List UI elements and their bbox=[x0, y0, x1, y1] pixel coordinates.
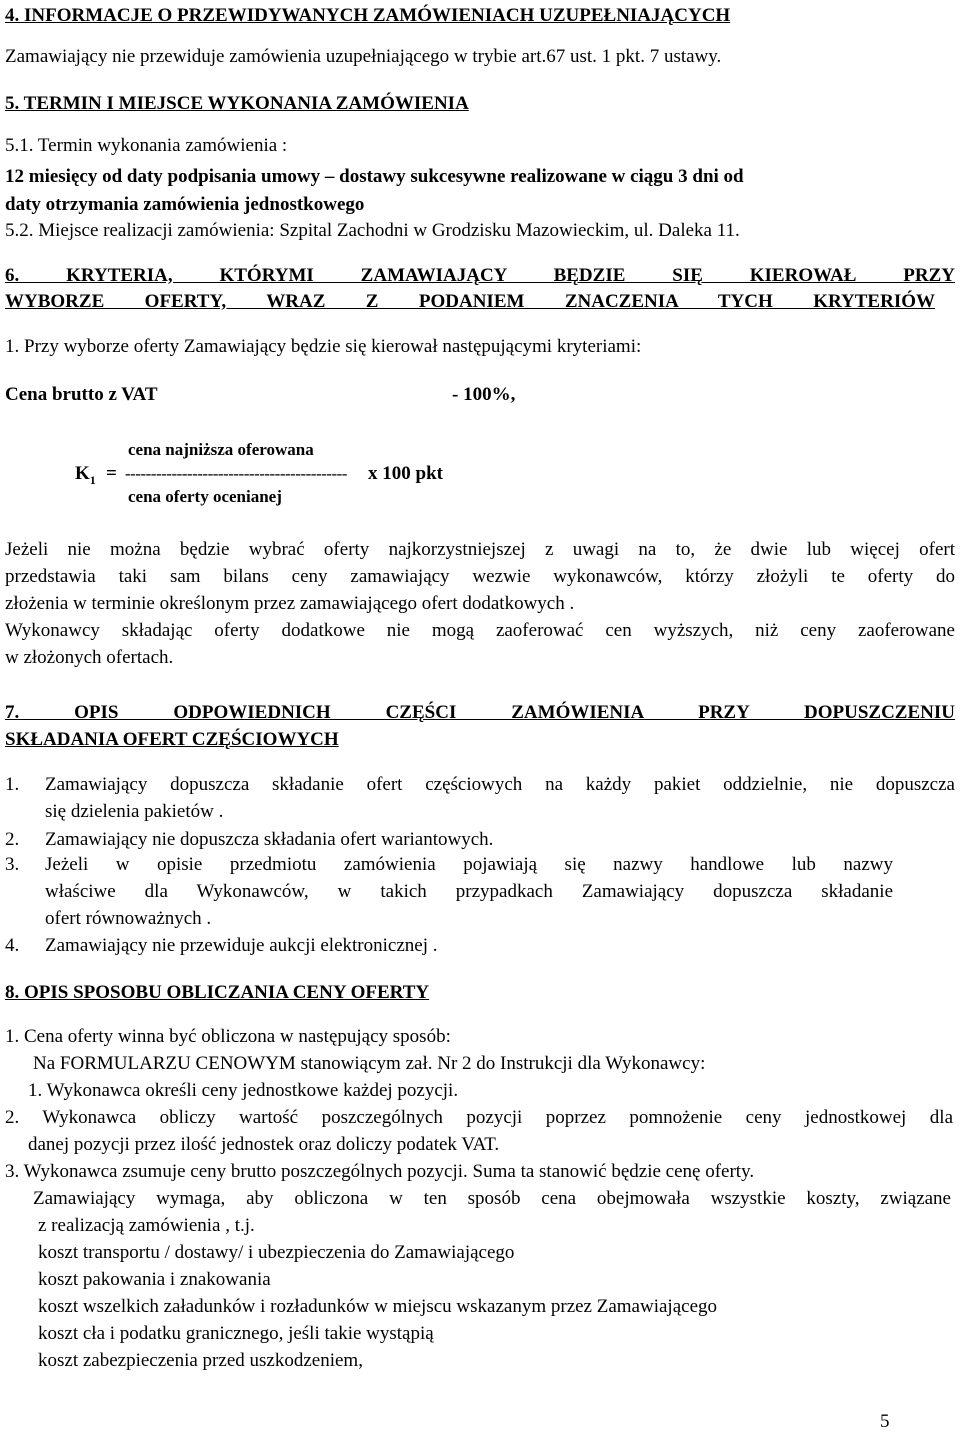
tiebreak-line1: Jeżeli nie można będzie wybrać oferty najkorzystniejszej z uwagi na to, że dwie lub więcej ofert bbox=[5, 539, 955, 560]
s8-line7: Zamawiający wymaga, aby obliczona w ten sposób cena obejmowała wszystkie koszty, związane bbox=[33, 1188, 951, 1209]
tiebreak-line5: w złożonych ofertach. bbox=[5, 647, 174, 668]
s7-item3-line3: ofert równoważnych . bbox=[45, 908, 212, 929]
s8-line8: z realizacją zamówienia , t.j. bbox=[38, 1215, 255, 1236]
section-6-heading-line1: 6. KRYTERIA, KTÓRYMI ZAMAWIAJĄCY BĘDZIE SIĘ KIEROWAŁ PRZY bbox=[5, 265, 955, 286]
s7-item3-number: 3. bbox=[5, 854, 20, 875]
page-number: 5 bbox=[880, 1411, 890, 1432]
criterion-weight: - 100%, bbox=[452, 384, 516, 405]
section-6-heading-line2: WYBORZE OFERTY, WRAZ Z PODANIEM ZNACZENIA TYCH KRYTERIÓW bbox=[5, 291, 935, 312]
section-8-heading: 8. OPIS SPOSOBU OBLICZANIA CENY OFERTY bbox=[5, 982, 430, 1003]
tiebreak-line2: przedstawia taki sam bilans ceny zamawiający wezwie wykonawców, którzy złożyli te oferty do bbox=[5, 566, 955, 587]
section-5-1-label: 5.1. Termin wykonania zamówienia : bbox=[5, 135, 288, 156]
section-7-heading-line2: SKŁADANIA OFERT CZĘŚCIOWYCH bbox=[5, 729, 339, 750]
s7-item4-number: 4. bbox=[5, 935, 20, 956]
criterion-label: Cena brutto z VAT bbox=[5, 384, 158, 405]
s7-item2-text: Zamawiający nie dopuszcza składania ofert wariantowych. bbox=[45, 829, 494, 850]
formula-numerator: cena najniższa oferowana bbox=[128, 440, 314, 459]
s8-line4: 2. Wykonawca obliczy wartość poszczególnych pozycji poprzez pomnożenie ceny jednostkowej dla bbox=[5, 1107, 953, 1128]
section-4-heading: 4. INFORMACJE O PRZEWIDYWANYCH ZAMÓWIENIACH UZUPEŁNIAJĄCYCH bbox=[5, 5, 731, 26]
s8-line6: 3. Wykonawca zsumuje ceny brutto poszczególnych pozycji. Suma ta stanowić będzie cenę oferty. bbox=[5, 1161, 755, 1182]
cost-item-5: koszt zabezpieczenia przed uszkodzeniem, bbox=[38, 1350, 363, 1371]
section-5-1-text-line2: daty otrzymania zamówienia jednostkowego bbox=[5, 194, 365, 215]
s8-line2: Na FORMULARZU CENOWYM stanowiącym zał. Nr 2 do Instrukcji dla Wykonawcy: bbox=[33, 1053, 706, 1074]
formula-multiplier: x 100 pkt bbox=[368, 463, 443, 484]
cost-item-2: koszt pakowania i znakowania bbox=[38, 1269, 271, 1290]
s8-line5: danej pozycji przez ilość jednostek oraz doliczy podatek VAT. bbox=[28, 1134, 500, 1155]
section-6-intro: 1. Przy wyborze oferty Zamawiający będzie się kierował następującymi kryteriami: bbox=[5, 336, 642, 357]
formula-equals: = bbox=[106, 463, 117, 484]
s7-item1-line1: Zamawiający dopuszcza składanie ofert częściowych na każdy pakiet oddzielnie, nie dopuszcza bbox=[45, 774, 955, 795]
formula-k-label: $K_1$ bbox=[75, 463, 96, 487]
cost-item-3: koszt wszelkich załadunków i rozładunków w miejscu wskazanym przez Zamawiającego bbox=[38, 1296, 717, 1317]
s7-item1-number: 1. bbox=[5, 774, 20, 795]
section-5-1-text-line1: 12 miesięcy od daty podpisania umowy – dostawy sukcesywne realizowane w ciągu 3 dni od bbox=[5, 166, 744, 187]
section-5-2-text: 5.2. Miejsce realizacji zamówienia: Szpital Zachodni w Grodzisku Mazowieckim, ul. Daleka 11. bbox=[5, 220, 740, 241]
s7-item3-line1: Jeżeli w opisie przedmiotu zamówienia pojawiają się nazwy handlowe lub nazwy bbox=[45, 854, 893, 875]
section-5-heading: 5. TERMIN I MIEJSCE WYKONANIA ZAMÓWIENIA bbox=[5, 93, 469, 114]
section-7-heading-line1: 7. OPIS ODPOWIEDNICH CZĘŚCI ZAMÓWIENIA PRZY DOPUSZCZENIU bbox=[5, 702, 955, 723]
cost-item-4: koszt cła i podatku granicznego, jeśli takie wystąpią bbox=[38, 1323, 434, 1344]
tiebreak-line3: złożenia w terminie określonym przez zamawiającego ofert dodatkowych . bbox=[5, 593, 575, 614]
s7-item2-number: 2. bbox=[5, 829, 20, 850]
tiebreak-line4: Wykonawcy składając oferty dodatkowe nie mogą zaoferować cen wyższych, niż ceny zaoferowane bbox=[5, 620, 955, 641]
section-4-text: Zamawiający nie przewiduje zamówienia uzupełniającego w trybie art.67 ust. 1 pkt. 7 ustawy. bbox=[5, 46, 722, 67]
s7-item4-text: Zamawiający nie przewiduje aukcji elektronicznej . bbox=[45, 935, 438, 956]
s7-item1-line2: się dzielenia pakietów . bbox=[45, 801, 224, 822]
formula-fraction-line: ------------------------------------------- bbox=[125, 464, 347, 483]
cost-item-1: koszt transportu / dostawy/ i ubezpieczenia do Zamawiającego bbox=[38, 1242, 515, 1263]
s8-line3: 1. Wykonawca określi ceny jednostkowe każdej pozycji. bbox=[28, 1080, 459, 1101]
s8-line1: 1. Cena oferty winna być obliczona w następujący sposób: bbox=[5, 1026, 451, 1047]
s7-item3-line2: właściwe dla Wykonawców, w takich przypadkach Zamawiający dopuszcza składanie bbox=[45, 881, 893, 902]
formula-denominator: cena oferty ocenianej bbox=[128, 487, 282, 506]
